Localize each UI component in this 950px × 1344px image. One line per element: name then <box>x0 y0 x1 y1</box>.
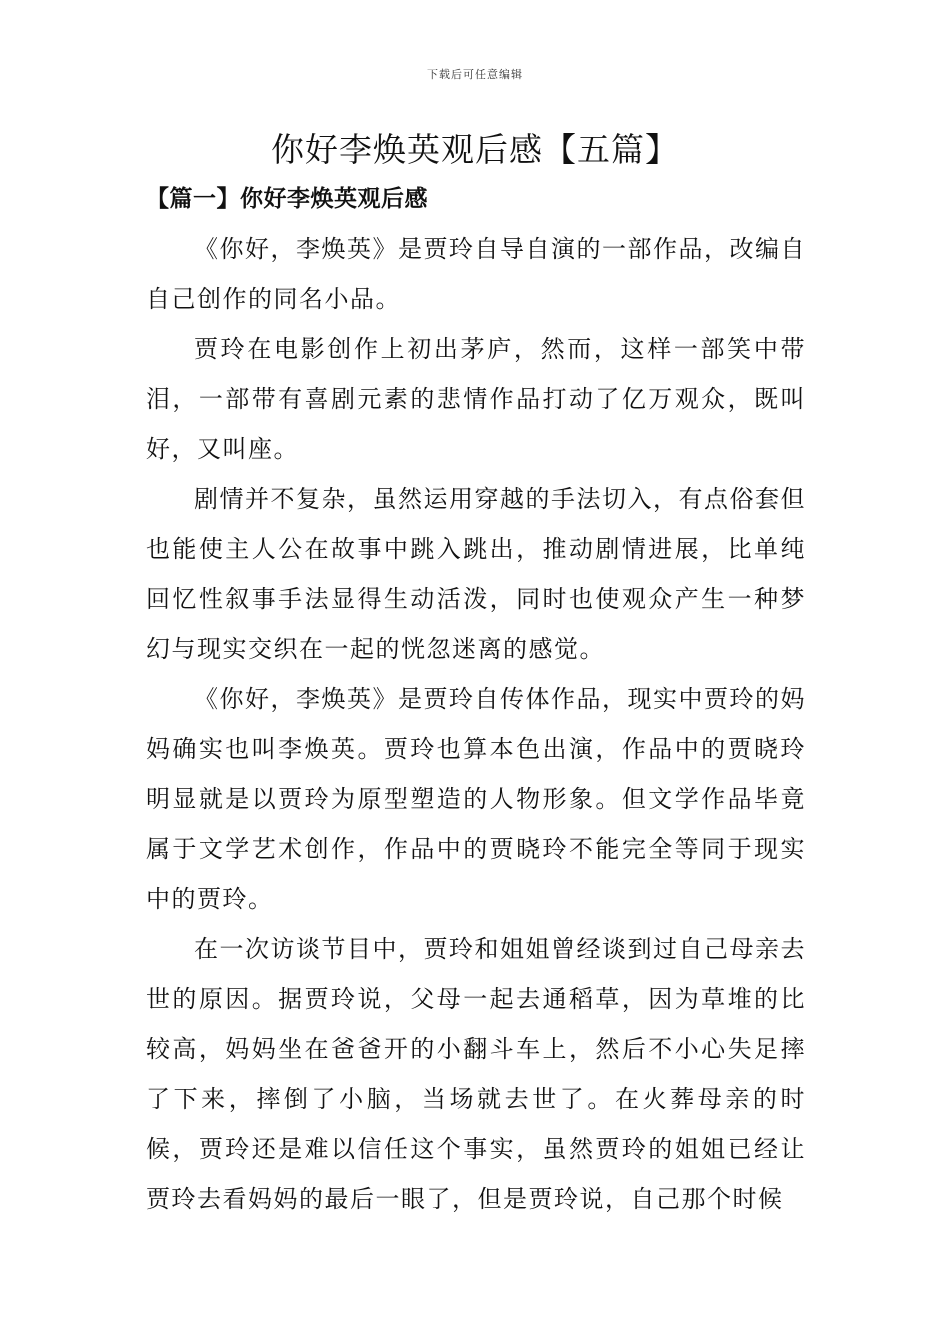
paragraph: 剧情并不复杂，虽然运用穿越的手法切入，有点俗套但也能使主人公在故事中跳入跳出，推动剧情进展，比单纯回忆性叙事手法显得生动活泼，同时也使观众产生一种梦幻与现实交织在一起的恍忽迷离的感觉。 <box>146 485 806 663</box>
paragraph: 《你好，李焕英》是贾玲自导自演的一部作品，改编自自己创作的同名小品。 <box>146 235 806 313</box>
section-heading: 【篇一】你好李焕英观后感 <box>146 185 428 212</box>
paragraph: 《你好，李焕英》是贾玲自传体作品，现实中贾玲的妈妈确实也叫李焕英。贾玲也算本色出演，作品中的贾晓玲明显就是以贾玲为原型塑造的人物形象。但文学作品毕竟属于文学艺术创作，作品中的贾晓玲不能完全等同于现实中的贾玲。 <box>146 685 806 913</box>
paragraph: 贾玲在电影创作上初出茅庐，然而，这样一部笑中带泪，一部带有喜剧元素的悲情作品打动了亿万观众，既叫好，又叫座。 <box>146 335 806 463</box>
body-text <box>146 224 806 1224</box>
paragraph: 在一次访谈节目中，贾玲和姐姐曾经谈到过自己母亲去世的原因。据贾玲说，父母一起去通稻草，因为草堆的比较高，妈妈坐在爸爸开的小翻斗车上，然后不小心失足摔了下来，摔倒了小脑，当场就去世了。在火葬母亲的时候，贾玲还是难以信任这个事实，虽然贾玲的姐姐已经让贾玲去看妈妈的最后一眼了，但是贾玲说，自己那个时候 <box>146 935 806 1213</box>
header-note: 下载后可任意编辑 <box>427 68 523 81</box>
document-title: 你好李焕英观后感【五篇】 <box>271 130 679 169</box>
